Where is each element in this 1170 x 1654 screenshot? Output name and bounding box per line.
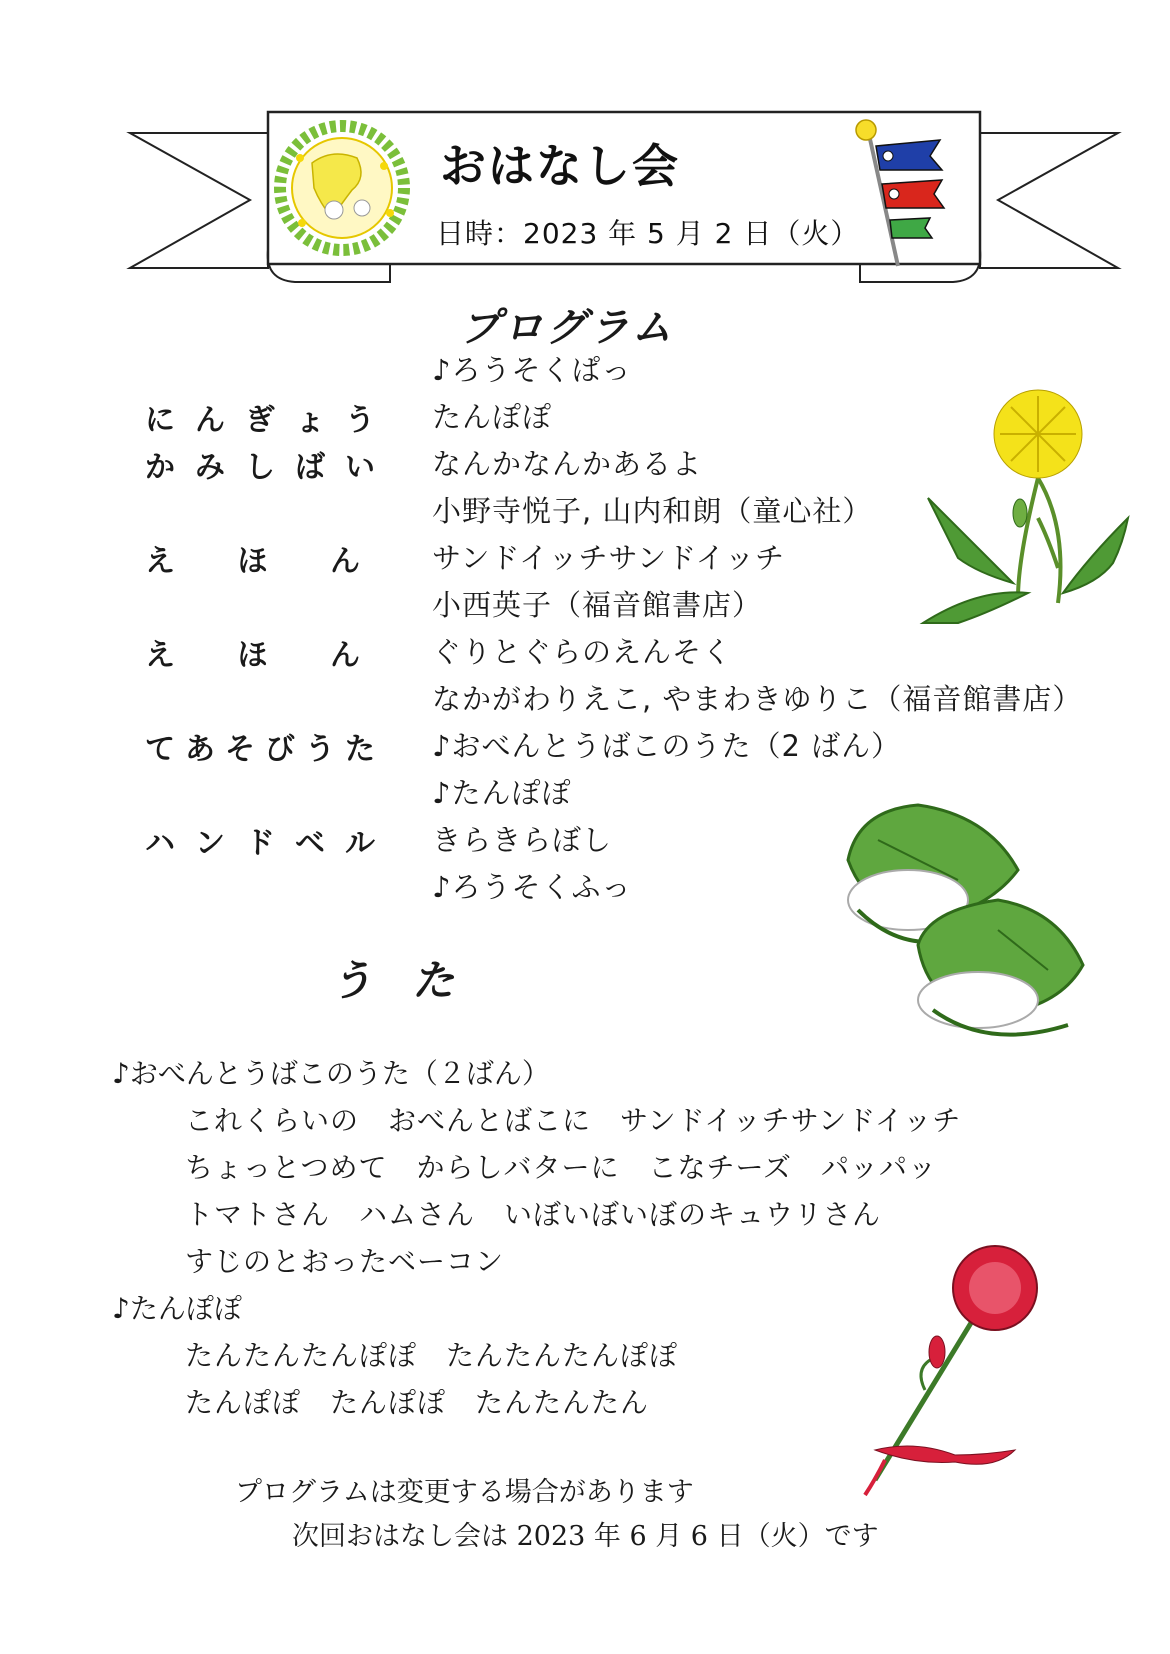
program-item: ♪たんぽぽ xyxy=(432,776,572,810)
program-item: たんぽぽ xyxy=(432,400,553,434)
program-item: なかがわりえこ, やまわきゆりこ（福音館書店） xyxy=(432,682,1083,716)
program-item: ♪おべんとうばこのうた（2 ばん） xyxy=(432,729,902,763)
song-title: ♪たんぽぽ xyxy=(112,1292,242,1325)
songs-heading: うた xyxy=(330,956,495,1005)
lyric-line: たんたんたんぽぽ たんたんたんぽぽ xyxy=(185,1339,679,1372)
kashiwa-mochi-icon xyxy=(838,800,1098,1050)
program-heading: プログラム xyxy=(460,305,675,351)
lyric-line: すじのとおったベーコン xyxy=(185,1245,505,1278)
program-category: え ほ ん xyxy=(145,544,360,579)
globe-wreath-icon xyxy=(272,118,412,258)
event-date: 日時：2023 年 5 月 2 日（火） xyxy=(436,217,860,250)
program-item: ♪ろうそくぱっ xyxy=(432,353,632,387)
program-item: 小野寺悦子, 山内和朗（童心社） xyxy=(432,494,873,528)
program-item: なんかなんかあるよ xyxy=(432,447,703,481)
program-category: て あ そ び う た xyxy=(145,732,375,767)
program-item: ぐりとぐらのえんそく xyxy=(432,635,733,669)
program-item: 小西英子（福音館書店） xyxy=(432,588,763,622)
program-category: に ん ぎ ょ う xyxy=(145,403,375,438)
lyric-line: ちょっとつめて からしバターに こなチーズ パッパッ xyxy=(185,1151,938,1184)
lyric-line: これくらいの おべんとばこに サンドイッチサンドイッチ xyxy=(185,1104,962,1137)
lyric-line: たんぽぽ たんぽぽ たんたんたん xyxy=(185,1386,650,1419)
dandelion-icon xyxy=(918,388,1138,638)
program-item: きらきらぼし xyxy=(432,823,613,857)
page-title: おはなし会 xyxy=(440,139,680,193)
program-category: ハ ン ド ベ ル xyxy=(145,826,375,861)
lyric-line: トマトさん ハムさん いぼいぼいぼのキュウリさん xyxy=(185,1198,882,1231)
change-notice: プログラムは変更する場合があります xyxy=(235,1477,694,1508)
program-category: か み し ば い xyxy=(145,450,375,485)
koinobori-icon xyxy=(850,118,960,268)
next-session-notice: 次回おはなし会は 2023 年 6 月 6 日（火）です xyxy=(292,1521,879,1552)
carnation-icon xyxy=(855,1240,1065,1500)
program-category: え ほ ん xyxy=(145,638,360,673)
program-item: ♪ろうそくふっ xyxy=(432,870,632,904)
song-title: ♪おべんとうばこのうた（２ばん） xyxy=(112,1057,550,1090)
program-item: サンドイッチサンドイッチ xyxy=(432,541,786,575)
